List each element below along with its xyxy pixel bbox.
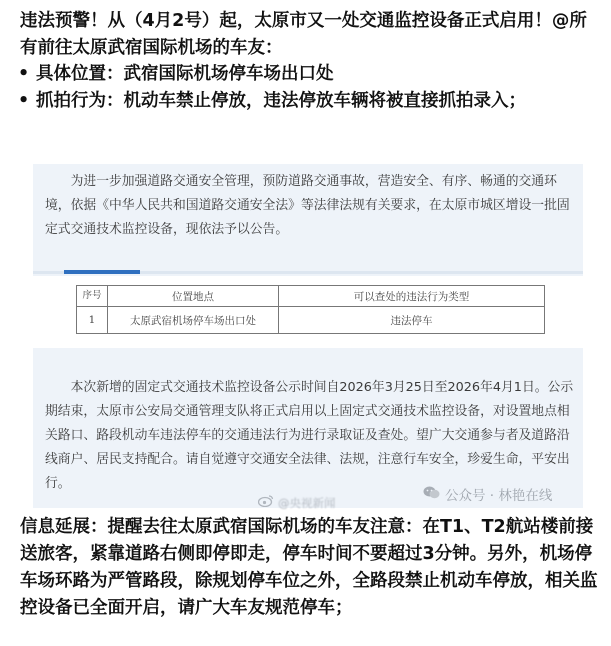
notice-divider-accent [64, 270, 140, 274]
monitor-location-table [76, 285, 545, 334]
bullet-text: 具体位置：武宿国际机场停车场出口处 [36, 64, 334, 84]
table-header-location: 位置地点 [108, 286, 279, 307]
wechat-icon [423, 486, 440, 503]
weibo-watermark [258, 494, 336, 511]
info-extension: 信息延展：提醒去往太原武宿国际机场的车友注意：在T1、T2航站楼前接送旅客，紧靠道路右侧即停即走，停车时间不要超过3分钟。另外，机场停车场环路为严管路段，除规划停车位之外，全路段禁止机动车停放，相关监控设备已全面开启，请广大车友规范停车； [20, 517, 598, 618]
table-cell-location: 太原武宿机场停车场出口处 [108, 307, 279, 334]
headline: 违法预警！从（4月2号）起，太原市又一处交通监控设备正式启用！@所有前往太原武宿国际机场的车友： [20, 11, 587, 58]
table-header-violation-type: 可以查处的违法行为类型 [279, 286, 545, 307]
wechat-watermark [423, 484, 552, 504]
wechat-watermark-text: 公众号 · 林艳在线 [445, 488, 553, 504]
notice-paragraph-1: 为进一步加强道路交通安全管理，预防道路交通事故，营造安全、有序、畅通的交通环境，依据《中华人民共和国道路交通安全法》等法律法规有关要求，在太原市城区增设一批固定式交通技术监控设备，现依法予以公告。 [45, 174, 570, 237]
bullet-dot-icon: • [18, 91, 30, 111]
weibo-watermark-text: @央视新闻 [278, 495, 336, 510]
bullet-list [16, 61, 601, 115]
weibo-icon [258, 494, 274, 511]
notice-paragraph-2: 本次新增的固定式交通技术监控设备公示时间自2026年3月25日至2026年4月1日。公示期结束，太原市公安局交通管理支队将正式启用以上固定式交通技术监控设备，对设置地点相关路口、路段机动车违法停车的交通违法行为进行录取证及查处。望广大交通参与者及道路沿线商户、居民支持配合。请自觉遵守交通安全法律、法规，注意行车安全，珍爱生命，平安出行。 [45, 380, 574, 491]
bullet-location [16, 61, 601, 88]
table-cell-violation: 违法停车 [279, 307, 545, 334]
table-row [77, 307, 545, 334]
bullet-behavior [16, 88, 601, 115]
bullet-text: 抓拍行为：机动车禁止停放，违法停放车辆将被直接抓拍录入； [36, 91, 526, 111]
table-header-number: 序号 [77, 286, 108, 307]
table-cell-number: 1 [77, 307, 108, 334]
table-header-row [77, 286, 545, 307]
bullet-dot-icon: • [18, 64, 30, 84]
